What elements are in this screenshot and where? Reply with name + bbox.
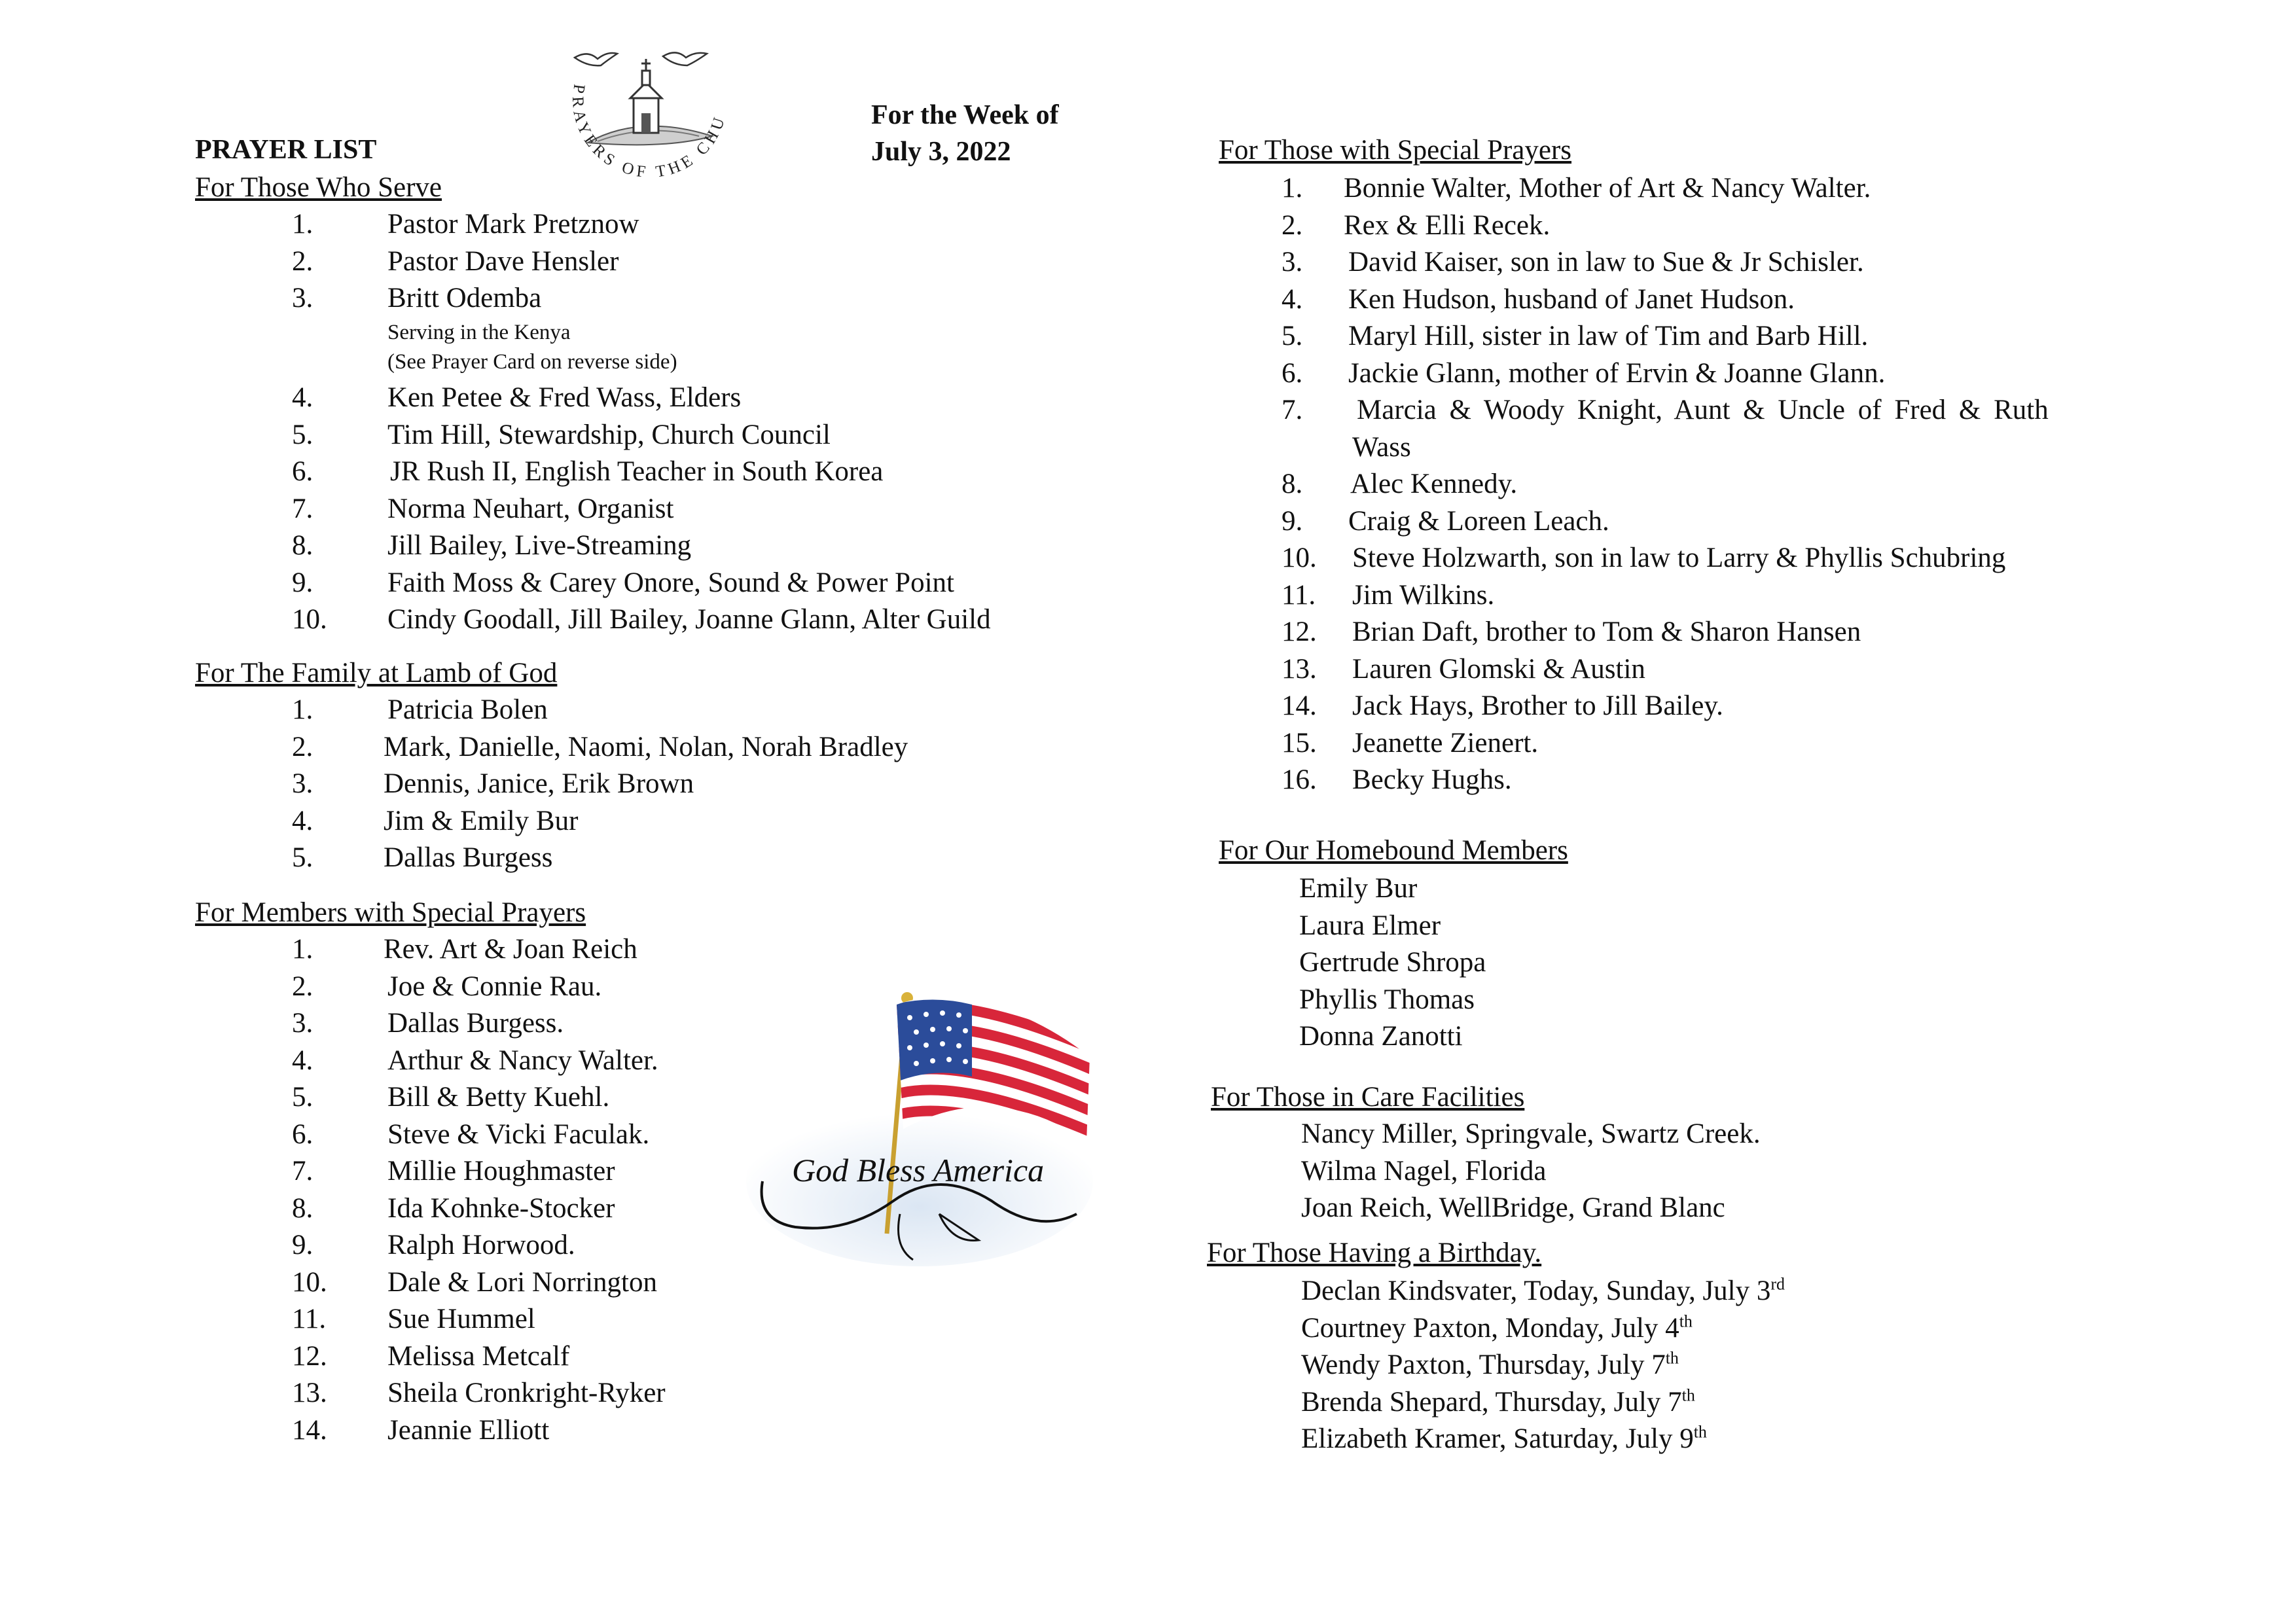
- special-list: [1282, 170, 2198, 799]
- list-item: 12. Melissa Metcalf: [292, 1340, 570, 1372]
- list-item: 5. Maryl Hill, sister in law of Tim and Barb Hill.: [1282, 321, 1869, 351]
- svg-text:PRAYERS OF THE CHURCH: [535, 45, 729, 181]
- god-bless-america-flag: [743, 985, 1096, 1266]
- serve-note-line2: (See Prayer Card on reverse side): [387, 350, 677, 374]
- list-item: 4. Arthur & Nancy Walter.: [292, 1044, 658, 1076]
- church-logo: [535, 45, 751, 188]
- list-item: Donna Zanotti: [1299, 1021, 1463, 1052]
- list-item: 6. JR Rush II, English Teacher in South Korea: [292, 456, 884, 487]
- week-date: July 3, 2022: [871, 137, 1011, 167]
- birthday-list: [1301, 1273, 1785, 1458]
- list-item: Emily Bur: [1299, 873, 1418, 904]
- serve-note-line1: Serving in the Kenya: [387, 321, 571, 344]
- list-item: 1. Rev. Art & Joan Reich: [292, 934, 637, 965]
- list-item: Courtney Paxton, Monday, July 4th: [1301, 1311, 1693, 1344]
- list-item: 2. Joe & Connie Rau.: [292, 971, 602, 1002]
- homebound-list: [1299, 870, 1486, 1056]
- list-item: 10. Cindy Goodall, Jill Bailey, Joanne Glann, Alter Guild: [292, 604, 991, 635]
- list-item: 11. Jim Wilkins.: [1282, 579, 1495, 611]
- list-item: Wass: [1352, 431, 1411, 463]
- list-item: 8. Alec Kennedy.: [1282, 469, 1518, 499]
- list-item: 6. Jackie Glann, mother of Ervin & Joanne Glann.: [1282, 357, 1886, 389]
- list-item: 1. Pastor Mark Pretznow: [292, 209, 639, 240]
- list-item: 7. Marcia & Woody Knight, Aunt & Uncle of Fred & Ruth: [1282, 395, 2049, 425]
- list-item: 10. Steve Holzwarth, son in law to Larry & Phyllis Schubring: [1282, 543, 2006, 573]
- list-item: 4. Ken Petee & Fred Wass, Elders: [292, 382, 742, 413]
- birthday-heading: For Those Having a Birthday.: [1207, 1238, 1542, 1268]
- list-item: 3. Britt Odemba: [292, 283, 542, 313]
- members-heading: For Members with Special Prayers: [195, 897, 586, 928]
- care-heading: For Those in Care Facilities: [1211, 1082, 1525, 1113]
- list-item: 1. Bonnie Walter, Mother of Art & Nancy Walter.: [1282, 173, 1871, 204]
- special-heading: For Those with Special Prayers: [1219, 135, 1572, 166]
- list-item: 16. Becky Hughs.: [1282, 764, 1512, 795]
- list-item: 3. Dennis, Janice, Erik Brown: [292, 768, 694, 799]
- list-item: 7. Norma Neuhart, Organist: [292, 493, 674, 524]
- list-item: 5. Bill & Betty Kuehl.: [292, 1082, 610, 1113]
- list-item: 4. Jim & Emily Bur: [292, 805, 579, 836]
- list-item: Nancy Miller, Springvale, Swartz Creek.: [1301, 1118, 1761, 1149]
- list-item: Wilma Nagel, Florida: [1301, 1155, 1547, 1186]
- list-item: 3. David Kaiser, son in law to Sue & Jr Schisler.: [1282, 247, 1864, 277]
- list-item: 9. Craig & Loreen Leach.: [1282, 505, 1609, 537]
- list-item: Wendy Paxton, Thursday, July 7th: [1301, 1348, 1679, 1380]
- logo-text: PRAYERS OF THE CHU: [568, 82, 730, 181]
- homebound-heading: For Our Homebound Members: [1219, 835, 1568, 866]
- list-item: 8. Jill Bailey, Live-Streaming: [292, 530, 692, 561]
- list-item: 3. Dallas Burgess.: [292, 1008, 564, 1039]
- list-item: 14. Jeannie Elliott: [292, 1414, 550, 1446]
- list-item: 11. Sue Hummel: [292, 1304, 535, 1334]
- list-item: 2. Rex & Elli Recek.: [1282, 209, 1551, 241]
- list-item: 2. Mark, Danielle, Naomi, Nolan, Norah Bradley: [292, 731, 908, 762]
- list-item: 4. Ken Hudson, husband of Janet Hudson.: [1282, 283, 1795, 315]
- list-item: 5. Tim Hill, Stewardship, Church Council: [292, 419, 831, 450]
- list-item: 8. Ida Kohnke-Stocker: [292, 1192, 615, 1224]
- week-label: For the Week of: [871, 100, 1059, 130]
- list-item: 12. Brian Daft, brother to Tom & Sharon Hansen: [1282, 616, 1861, 647]
- family-list: [292, 692, 1077, 877]
- list-item: Declan Kindsvater, Today, Sunday, July 3rd: [1301, 1274, 1785, 1306]
- list-item: 5. Dallas Burgess: [292, 842, 553, 873]
- list-item: 9. Faith Moss & Carey Onore, Sound & Power Point: [292, 567, 954, 598]
- list-item: 13. Sheila Cronkright-Ryker: [292, 1378, 666, 1408]
- serve-list: [292, 206, 1143, 317]
- list-item: 7. Millie Houghmaster: [292, 1156, 615, 1186]
- list-item: Elizabeth Kramer, Saturday, July 9th: [1301, 1422, 1707, 1454]
- list-item: 2. Pastor Dave Hensler: [292, 245, 619, 277]
- list-item: 10. Dale & Lori Norrington: [292, 1266, 657, 1298]
- family-heading: For The Family at Lamb of God: [195, 658, 558, 688]
- page-title: PRAYER LIST: [195, 135, 377, 165]
- list-item: Phyllis Thomas: [1299, 984, 1475, 1015]
- serve-list-continued: [292, 380, 1143, 639]
- list-item: Laura Elmer: [1299, 910, 1441, 941]
- care-list: [1301, 1116, 1761, 1227]
- flag-caption: God Bless America: [792, 1152, 1045, 1188]
- list-item: 15. Jeanette Zienert.: [1282, 727, 1539, 758]
- serve-heading: For Those Who Serve: [195, 172, 442, 203]
- list-item: 13. Lauren Glomski & Austin: [1282, 653, 1645, 685]
- list-item: Joan Reich, WellBridge, Grand Blanc: [1301, 1192, 1725, 1223]
- list-item: 6. Steve & Vicki Faculak.: [292, 1118, 650, 1150]
- list-item: Gertrude Shropa: [1299, 947, 1486, 978]
- list-item: 1. Patricia Bolen: [292, 694, 548, 725]
- list-item: 14. Jack Hays, Brother to Jill Bailey.: [1282, 690, 1723, 721]
- list-item: Brenda Shepard, Thursday, July 7th: [1301, 1385, 1695, 1418]
- list-item: 9. Ralph Horwood.: [292, 1230, 575, 1260]
